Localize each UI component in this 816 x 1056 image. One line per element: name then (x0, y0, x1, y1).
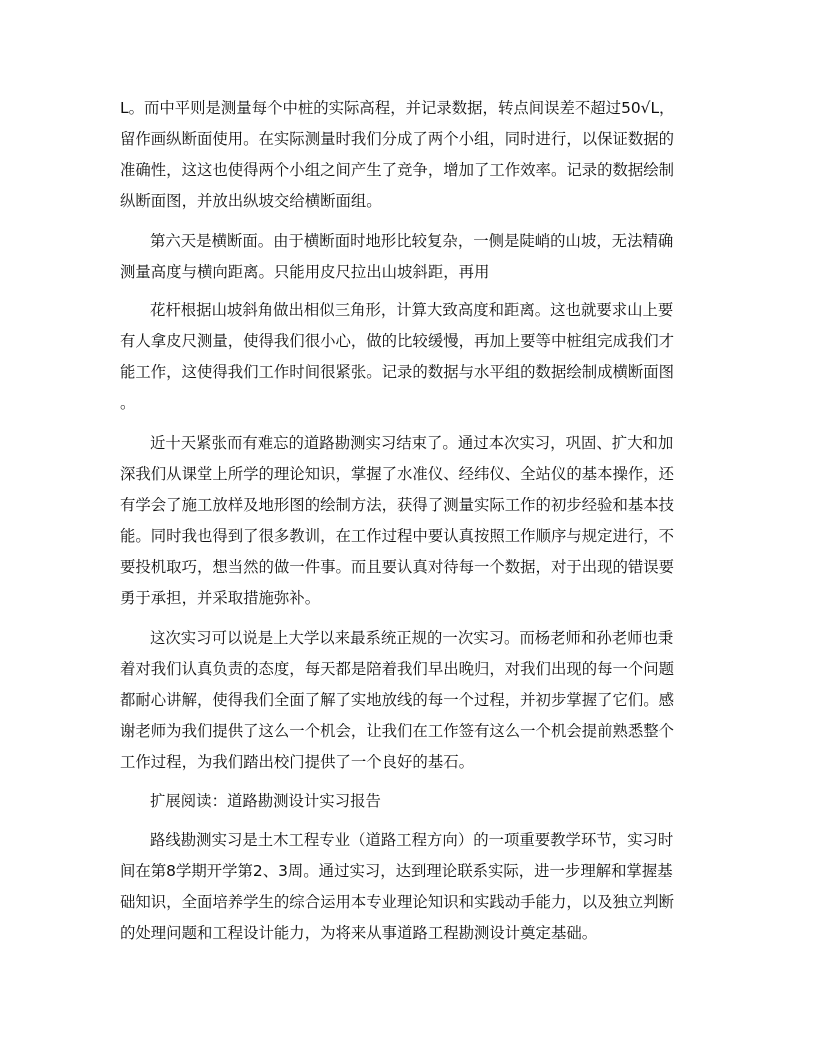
text-line: 间在第8学期开学第2、3周。通过实习，达到理论联系实际，进一步理解和掌握基 (120, 862, 673, 880)
text-line: 纵断面图，并放出纵坡交给横断面组。 (120, 192, 382, 210)
text-line: 能。同时我也得到了很多教训，在工作过程中要认真按照工作顺序与规定进行，不 (120, 527, 675, 545)
text-line: 这次实习可以说是上大学以来最系统正规的一次实习。而杨老师和孙老师也秉 (150, 629, 674, 647)
text-line: 。 (120, 394, 136, 412)
text-line: 础知识，全面培养学生的综合运用本专业理论知识和实践动手能力，以及独立判断 (120, 893, 675, 911)
text-line: 路线勘测实习是土木工程专业（道路工程方向）的一项重要教学环节，实习时 (150, 831, 674, 849)
text-line: 留作画纵断面使用。在实际测量时我们分成了两个小组，同时进行，以保证数据的 (120, 130, 675, 148)
text-line: 花杆根据山坡斜角做出相似三角形，计算大致高度和距离。这也就要求山上要 (150, 301, 674, 319)
text-line: 工作过程，为我们踏出校门提供了一个良好的基石。 (120, 753, 474, 771)
text-line: 谢老师为我们提供了这么一个机会，让我们在工作签有这么一个机会提前熟悉整个 (120, 722, 675, 740)
text-line: 深我们从课堂上所学的理论知识，掌握了水准仪、经纬仪、全站仪的基本操作，还 (120, 465, 675, 483)
text-line: 有人拿皮尺测量，使得我们很小心，做的比较缓慢，再加上要等中桩组完成我们才 (120, 332, 675, 350)
text-line: 能工作，这使得我们工作时间很紧张。记录的数据与水平组的数据绘制成横断面图 (120, 363, 675, 381)
text-line: 的处理问题和工程设计能力，为将来从事道路工程勘测设计奠定基础。 (120, 924, 598, 942)
text-line: 有学会了施工放样及地形图的绘制方法，获得了测量实际工作的初步经验和基本技 (120, 496, 675, 514)
text-line: L。而中平则是测量每个中桩的实际高程，并记录数据，转点间误差不超过50√L， (120, 99, 675, 117)
text-line: 测量高度与横向距离。只能用皮尺拉出山坡斜距，再用 (120, 263, 490, 281)
text-line: 第六天是横断面。由于横断面时地形比较复杂，一侧是陡峭的山坡，无法精确 (150, 232, 674, 250)
text-line: 准确性，这这也使得两个小组之间产生了竞争，增加了工作效率。记录的数据绘制 (120, 161, 675, 179)
text-line: 要投机取巧，想当然的做一件事。而且要认真对待每一个数据，对于出现的错误要 (120, 558, 675, 576)
text-line: 勇于承担，并采取措施弥补。 (120, 589, 321, 607)
text-line: 都耐心讲解，使得我们全面了解了实地放线的每一个过程，并初步掌握了它们。感 (120, 691, 675, 709)
section-heading: 扩展阅读：道路勘测设计实习报告 (150, 792, 381, 810)
text-line: 着对我们认真负责的态度，每天都是陪着我们早出晚归，对我们出现的每一个问题 (120, 660, 675, 678)
text-line: 近十天紧张而有难忘的道路勘测实习结束了。通过本次实习，巩固、扩大和加 (150, 434, 674, 452)
